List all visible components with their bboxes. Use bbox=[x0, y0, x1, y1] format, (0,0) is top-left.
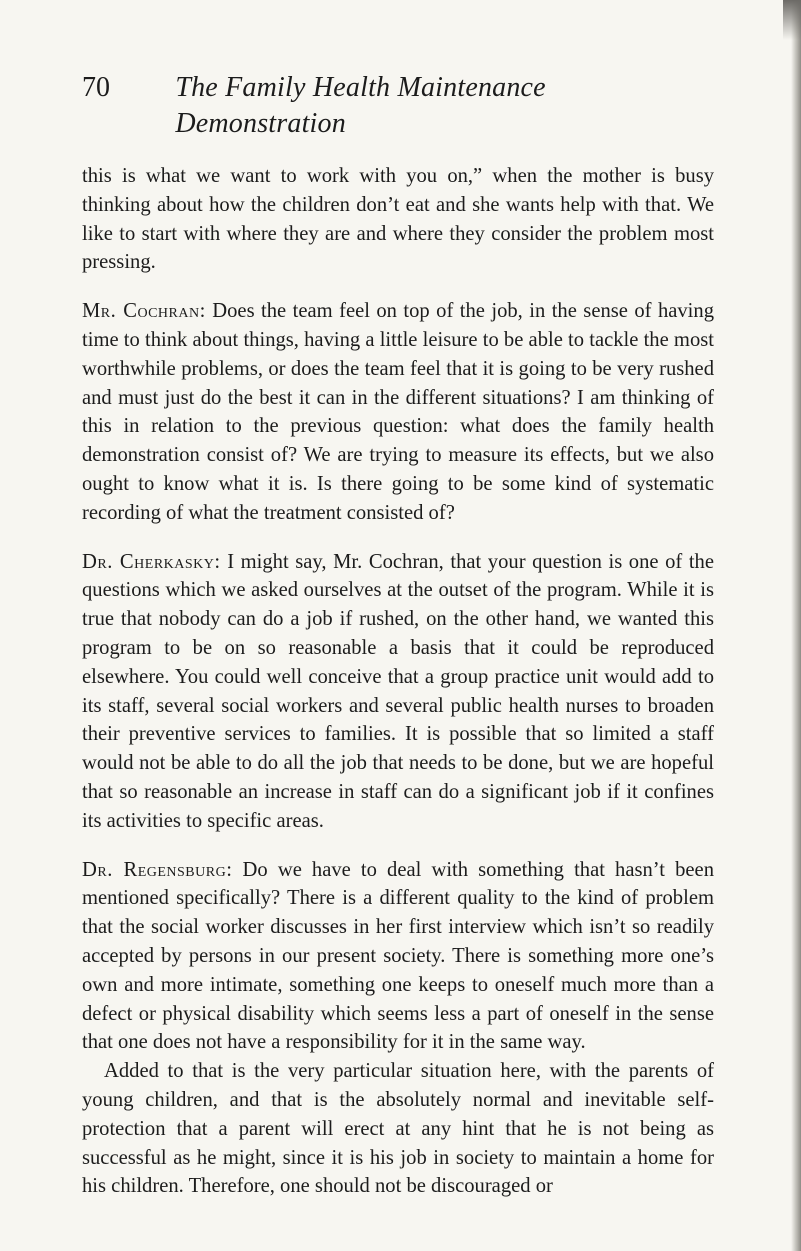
page-edge-shadow bbox=[791, 0, 801, 1251]
page-corner-shadow bbox=[783, 0, 801, 40]
speaker-name: Dr. Regensburg: bbox=[82, 858, 233, 881]
paragraph-text: Does the team feel on top of the job, in the sense of having time to think about things, having a little leisure to be able to tackle the most worthwhile problems, or does the team feel that it is going to be very rushed and must just do the best it can in the different situations? I am thinking of this in relation to the previous question: what does the family health demonstration consist of? We are trying to measure its effects, but we also ought to know what it is. Is there going to be some kind of systematic recording of what the treatment consisted of? bbox=[82, 300, 714, 524]
speaker-name: Mr. Cochran: bbox=[82, 300, 206, 323]
paragraph-cochran bbox=[82, 297, 714, 527]
page-number: 70 bbox=[82, 72, 110, 103]
paragraph-regensburg bbox=[82, 856, 714, 1058]
paragraph-text: Do we have to deal with something that hasn’t been mentioned specifically? There is a different quality to the kind of problem that the social worker discusses in her first interview which isn’t so readily accepted by persons in our present society. There is something more one’s own and more intimate, something one keeps to oneself much more than a defect or physical disability which seems less a part of oneself in the sense that one does not have a responsibility for it in the same way. bbox=[82, 858, 714, 1054]
paragraph-text: I might say, Mr. Cochran, that your question is one of the questions which we asked ourselves at the outset of the program. While it is true that nobody can do a job if rushed, on the other hand, we wanted this program to be on so reasonable a basis that it could be reproduced elsewhere. You could well conceive that a group practice unit would add to its staff, several social workers and several public health nurses to broaden their preventive services to families. It is possible that so limited a staff would not be able to do all the job that needs to be done, but we are hopeful that so reasonable an increase in staff can do a significant job if it confines its activities to specific areas. bbox=[82, 550, 714, 832]
page-content bbox=[82, 70, 714, 1201]
running-title: The Family Health Maintenance Demonstration bbox=[175, 72, 546, 139]
running-head bbox=[82, 70, 714, 142]
paragraph-text: Added to that is the very particular situation here, with the parents of young children, and that is the absolutely normal and inevitable self-protection that a parent will erect at any hint that he is not being as successful as he might, since it is his job in society to maintain a home for his children. Therefore, one should not be discouraged or bbox=[82, 1060, 714, 1198]
paragraph-text: this is what we want to work with you on,” when the mother is busy thinking about how the children don’t eat and she wants help with that. We like to start with where they are and where they consider the problem most pressing. bbox=[82, 165, 714, 274]
paragraph-cherkasky bbox=[82, 548, 714, 836]
paragraph-continuation bbox=[82, 162, 714, 277]
paragraph-continued bbox=[82, 1057, 714, 1201]
speaker-name: Dr. Cherkasky: bbox=[82, 550, 221, 573]
